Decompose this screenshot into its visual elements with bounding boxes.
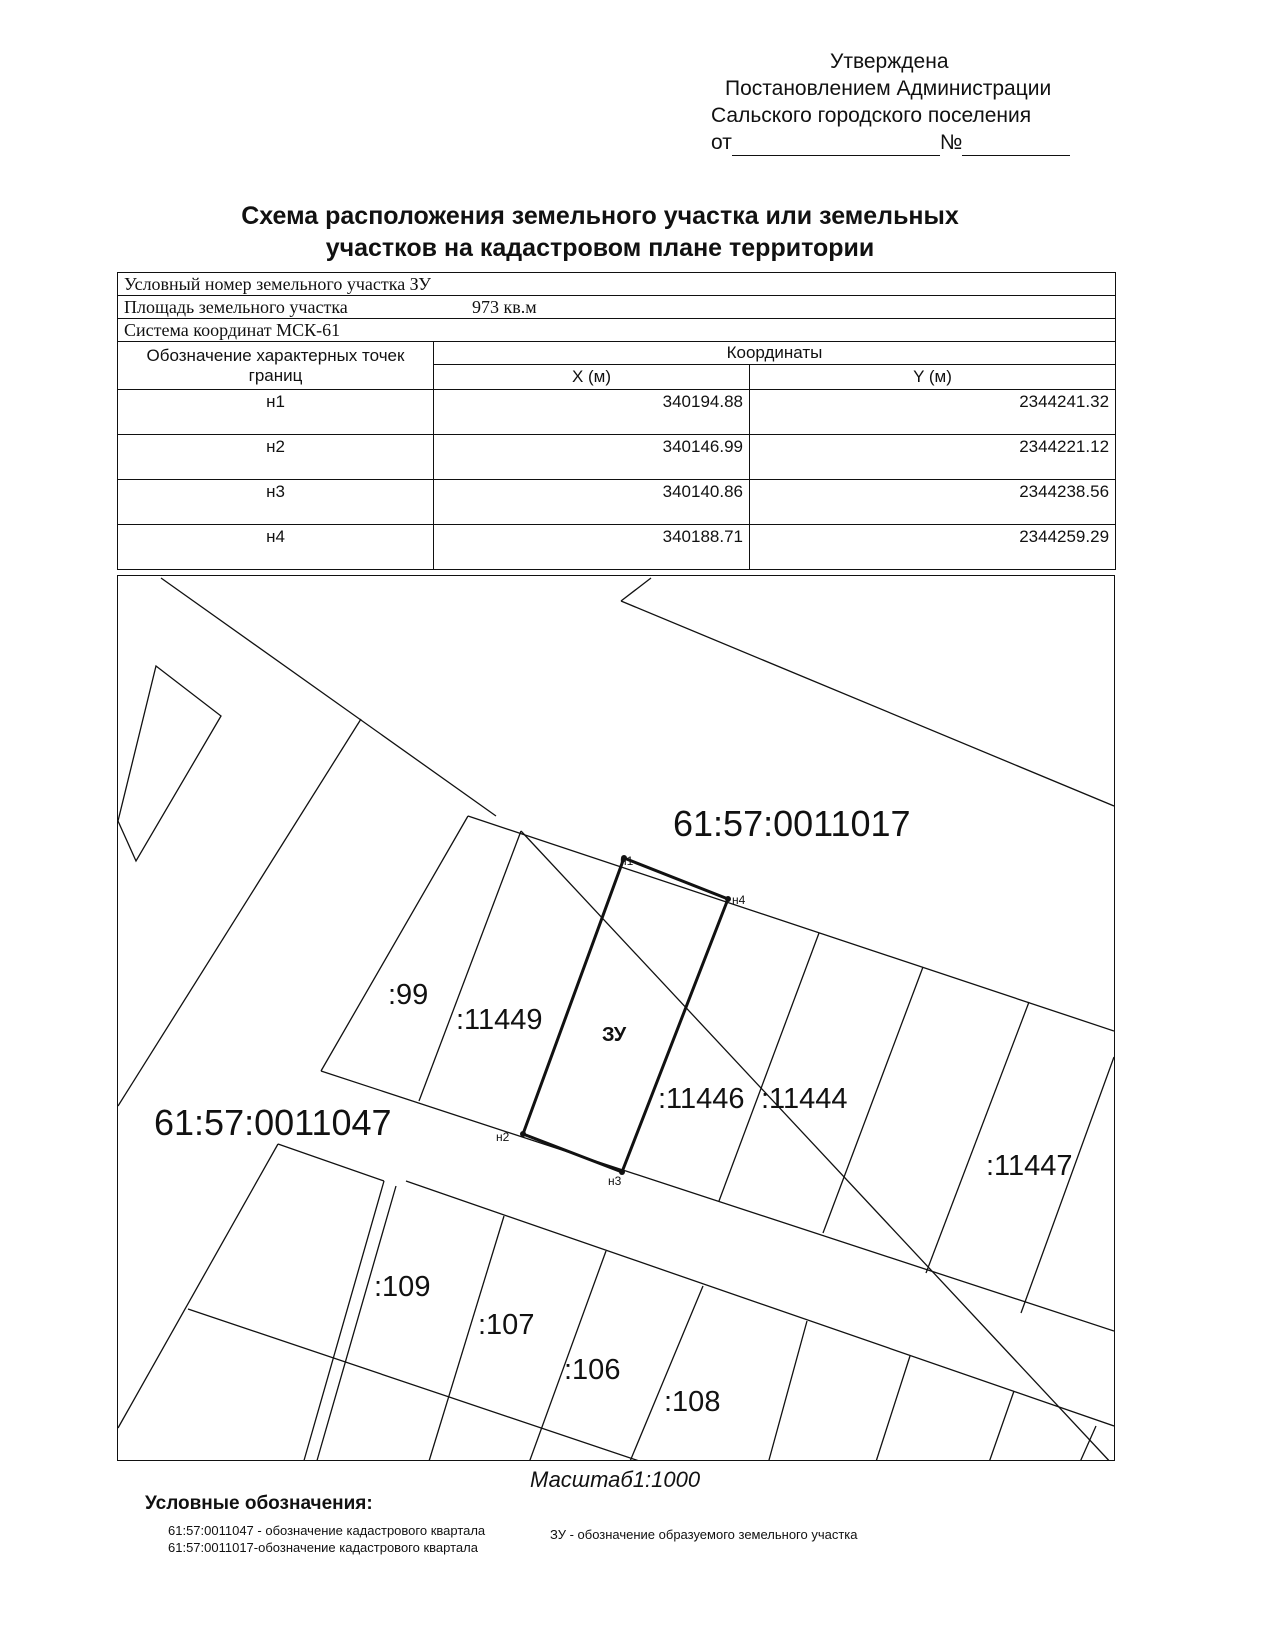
- x-value: 340188.71: [434, 525, 750, 570]
- road-edge-line: [118, 719, 361, 1106]
- point-name: н1: [118, 390, 434, 435]
- boundary-line: [621, 601, 1114, 806]
- point-label-n3: н3: [608, 1174, 622, 1188]
- parcel-divider: [626, 1286, 703, 1471]
- parcel-divider: [426, 1216, 504, 1471]
- x-value: 340146.99: [434, 435, 750, 480]
- document-title: [150, 200, 1050, 264]
- parcel-outline: [118, 666, 221, 861]
- y-value: 2344259.29: [750, 525, 1116, 570]
- parcel-divider: [926, 1002, 1029, 1273]
- parcel-boundary: [406, 1181, 1114, 1426]
- table-row: [118, 480, 1116, 525]
- approval-block: [705, 48, 1125, 156]
- area-row: [118, 296, 1116, 319]
- parcel-label-11444: :11444: [761, 1083, 848, 1115]
- area-label: Площадь земельного участка: [124, 296, 348, 317]
- coordinates-table: [117, 272, 1116, 570]
- parcel-divider: [719, 933, 819, 1201]
- y-value: 2344241.32: [750, 390, 1116, 435]
- table-row: [118, 390, 1116, 435]
- coords-header: Координаты: [434, 342, 1116, 365]
- parcel-label-109: :109: [374, 1271, 431, 1303]
- parcel-divider: [986, 1391, 1014, 1471]
- parcel-label-99: :99: [388, 979, 429, 1011]
- zu-parcel-outline: [523, 858, 728, 1172]
- map-scale: Масштаб1:1000: [530, 1467, 701, 1492]
- title-line-1: Схема расположения земельного участка или земельных: [241, 202, 959, 230]
- parcel-divider: [1021, 1057, 1114, 1313]
- legend-title: Условные обозначения:: [145, 1493, 373, 1514]
- parcel-label-11449: :11449: [456, 1004, 543, 1036]
- point-marker-n4: [725, 896, 731, 902]
- parcel-boundary: [278, 1144, 384, 1181]
- block-top-line: [468, 816, 1114, 1031]
- conditional-number-row: [118, 273, 1116, 296]
- parcel-divider: [766, 1321, 807, 1471]
- coord-system: Система координат МСК-61: [118, 319, 1116, 342]
- point-label-n4: н4: [732, 893, 746, 907]
- approval-line-1: Утверждена: [830, 50, 949, 73]
- parcel-boundary: [301, 1181, 384, 1471]
- point-name: н2: [118, 435, 434, 480]
- block-left-line: [321, 816, 468, 1071]
- title-line-2: участков на кадастровом плане территории: [325, 234, 875, 262]
- coord-system-row: [118, 319, 1116, 342]
- number-blank: [962, 135, 1070, 156]
- point-label-n2: н2: [496, 1130, 510, 1144]
- parcel-label-107: :107: [478, 1309, 535, 1341]
- cadastral-map: [117, 575, 1115, 1565]
- table-row: [118, 435, 1116, 480]
- parcel-label-11446: :11446: [658, 1083, 745, 1115]
- approval-line-3: Сальского городского поселения: [711, 104, 1032, 127]
- approval-line-2: Постановлением Администрации: [725, 77, 1052, 100]
- road-edge-line: [161, 578, 496, 816]
- y-value: 2344238.56: [750, 480, 1116, 525]
- date-blank: [732, 135, 940, 156]
- parcel-label-11447: :11447: [986, 1150, 1073, 1182]
- parcel-label-zu: ЗУ: [602, 1024, 627, 1046]
- points-header: Обозначение характерных точек границ: [118, 342, 434, 390]
- legend-item-zu: ЗУ - обозначение образуемого земельного участка: [550, 1527, 858, 1542]
- point-name: н4: [118, 525, 434, 570]
- y-header: Y (м): [750, 365, 1116, 390]
- boundary-line: [621, 578, 651, 601]
- point-label-n1: н1: [620, 854, 634, 868]
- parcel-label-106: :106: [564, 1354, 621, 1386]
- point-marker-n2: [520, 1131, 526, 1137]
- x-header: Х (м): [434, 365, 750, 390]
- quarter-label-north: 61:57:0011017: [673, 803, 911, 844]
- map-lines: [118, 578, 1114, 1564]
- parcel-divider: [873, 1356, 910, 1471]
- area-value: 973 кв.м: [472, 296, 537, 317]
- legend-item-quarter-1: 61:57:0011047 - обозначение кадастрового квартала: [168, 1523, 486, 1538]
- conditional-number: Условный номер земельного участка ЗУ: [118, 273, 1116, 296]
- approval-from-label: от: [711, 131, 732, 154]
- parcel-boundary: [118, 1144, 278, 1428]
- legend-item-quarter-2: 61:57:0011017-обозначение кадастрового квартала: [168, 1540, 478, 1555]
- map-drawing: [118, 576, 1114, 1564]
- header-row: [118, 342, 1116, 365]
- table-row: [118, 525, 1116, 570]
- quarter-label-south: 61:57:0011047: [154, 1102, 392, 1143]
- x-value: 340194.88: [434, 390, 750, 435]
- x-value: 340140.86: [434, 480, 750, 525]
- approval-date-line: [705, 129, 1125, 156]
- parcel-boundary: [314, 1186, 396, 1471]
- approval-number-label: №: [939, 131, 963, 154]
- y-value: 2344221.12: [750, 435, 1116, 480]
- parcel-label-108: :108: [664, 1386, 721, 1418]
- parcel-divider: [419, 831, 521, 1101]
- point-name: н3: [118, 480, 434, 525]
